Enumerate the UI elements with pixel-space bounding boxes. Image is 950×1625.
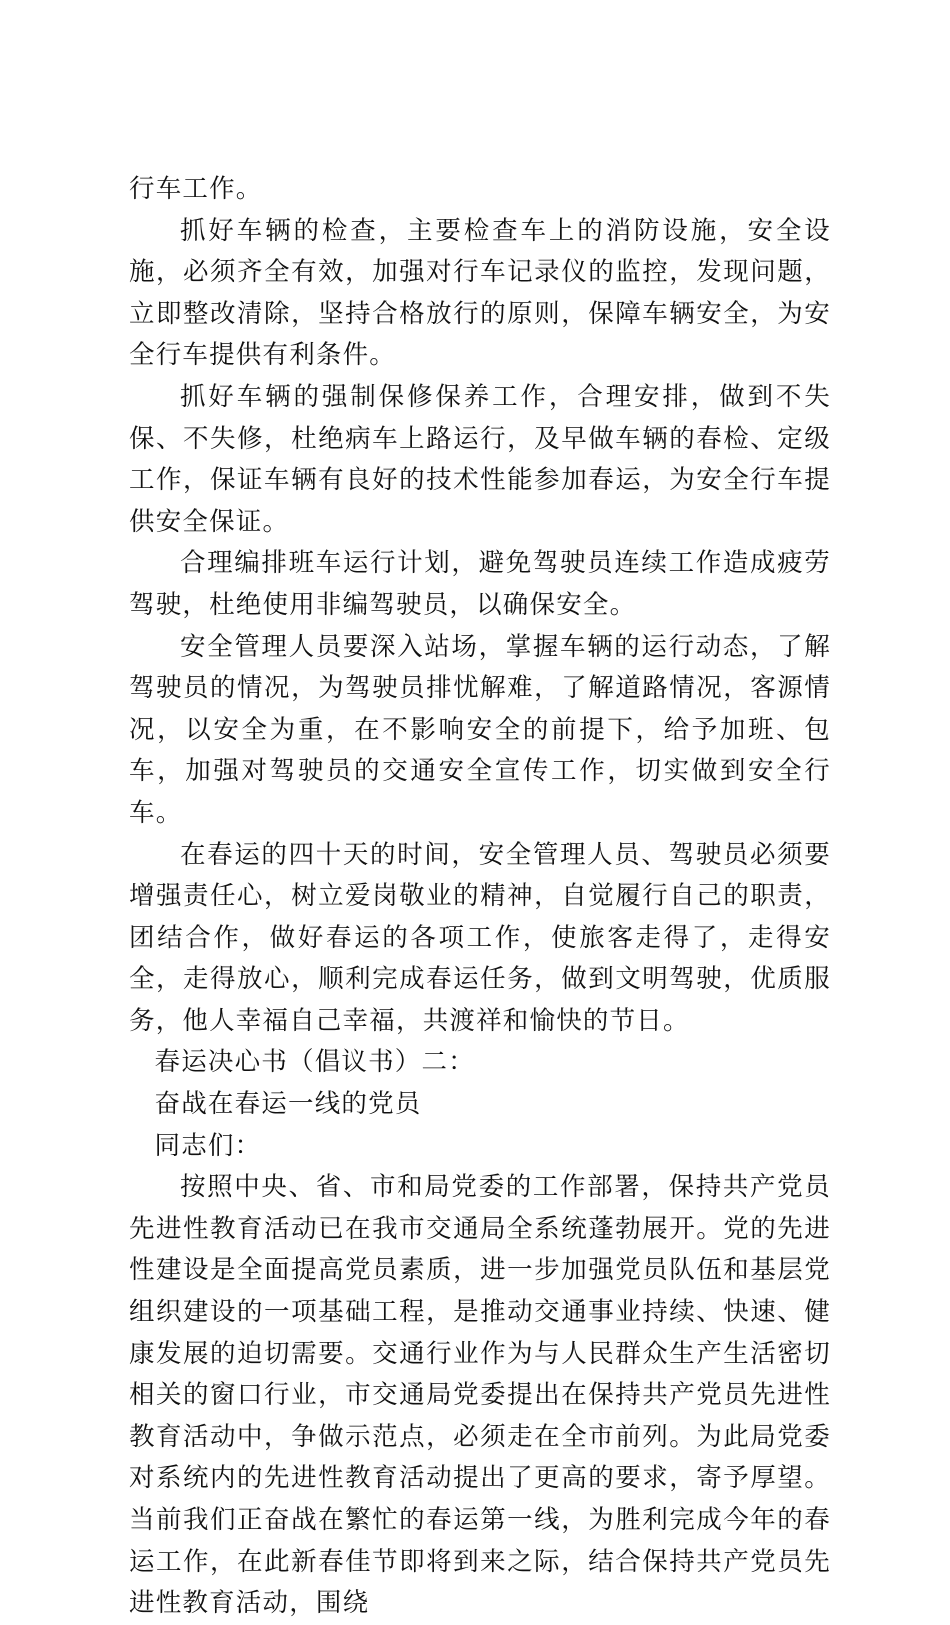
document-body xyxy=(129,169,831,1625)
paragraph: 按照中央、省、市和局党委的工作部署，保持共产党员先进性教育活动已在我市交通局全系统蓬勃展开。党的先进性建设是全面提高党员素质，进一步加强党员队伍和基层党组织建设的一项基础工程，是推动交通事业持续、快速、健康发展的迫切需要。交通行业作为与人民群众生产生活密切相关的窗口行业，市交通局党委提出在保持共产党员先进性教育活动中，争做示范点，必须走在全市前列。为此局党委对系统内的先进性教育活动提出了更高的要求，寄予厚望。当前我们正奋战在繁忙的春运第一线，为胜利完成今年的春运工作，在此新春佳节即将到来之际，结合保持共产党员先进性教育活动，围绕 xyxy=(129,1172,831,1619)
salutation: 同志们： xyxy=(154,1130,262,1161)
paragraph: 行车工作。 xyxy=(129,174,263,204)
paragraph: 合理编排班车运行计划，避免驾驶员连续工作造成疲劳驾驶，杜绝使用非编驾驶员，以确保安全。 xyxy=(129,548,831,620)
paragraph: 抓好车辆的强制保修保养工作，合理安排，做到不失保、不失修，杜绝病车上路运行，及早做车辆的春检、定级工作，保证车辆有良好的技术性能参加春运，为安全行车提供安全保证。 xyxy=(129,381,831,537)
paragraph: 安全管理人员要深入站场，掌握车辆的运行动态，了解驾驶员的情况，为驾驶员排忧解难，了解道路情况，客源情况，以安全为重，在不影响安全的前提下，给予加班、包车，加强对驾驶员的交通安全宣传工作，切实做到安全行车。 xyxy=(129,631,831,828)
paragraph: 在春运的四十天的时间，安全管理人员、驾驶员必须要增强责任心，树立爱岗敬业的精神，自觉履行自己的职责，团结合作，做好春运的各项工作，使旅客走得了，走得安全，走得放心，顺利完成春运任务，做到文明驾驶，优质服务，他人幸福自己幸福，共渡祥和愉快的节日。 xyxy=(129,839,831,1036)
addressee-line: 奋战在春运一线的党员 xyxy=(154,1089,422,1120)
section-heading: 春运决心书（倡议书）二： xyxy=(154,1047,475,1078)
paragraph: 抓好车辆的检查，主要检查车上的消防设施，安全设施，必须齐全有效，加强对行车记录仪的监控，发现问题，立即整改清除，坚持合格放行的原则，保障车辆安全，为安全行车提供有利条件。 xyxy=(129,215,831,371)
